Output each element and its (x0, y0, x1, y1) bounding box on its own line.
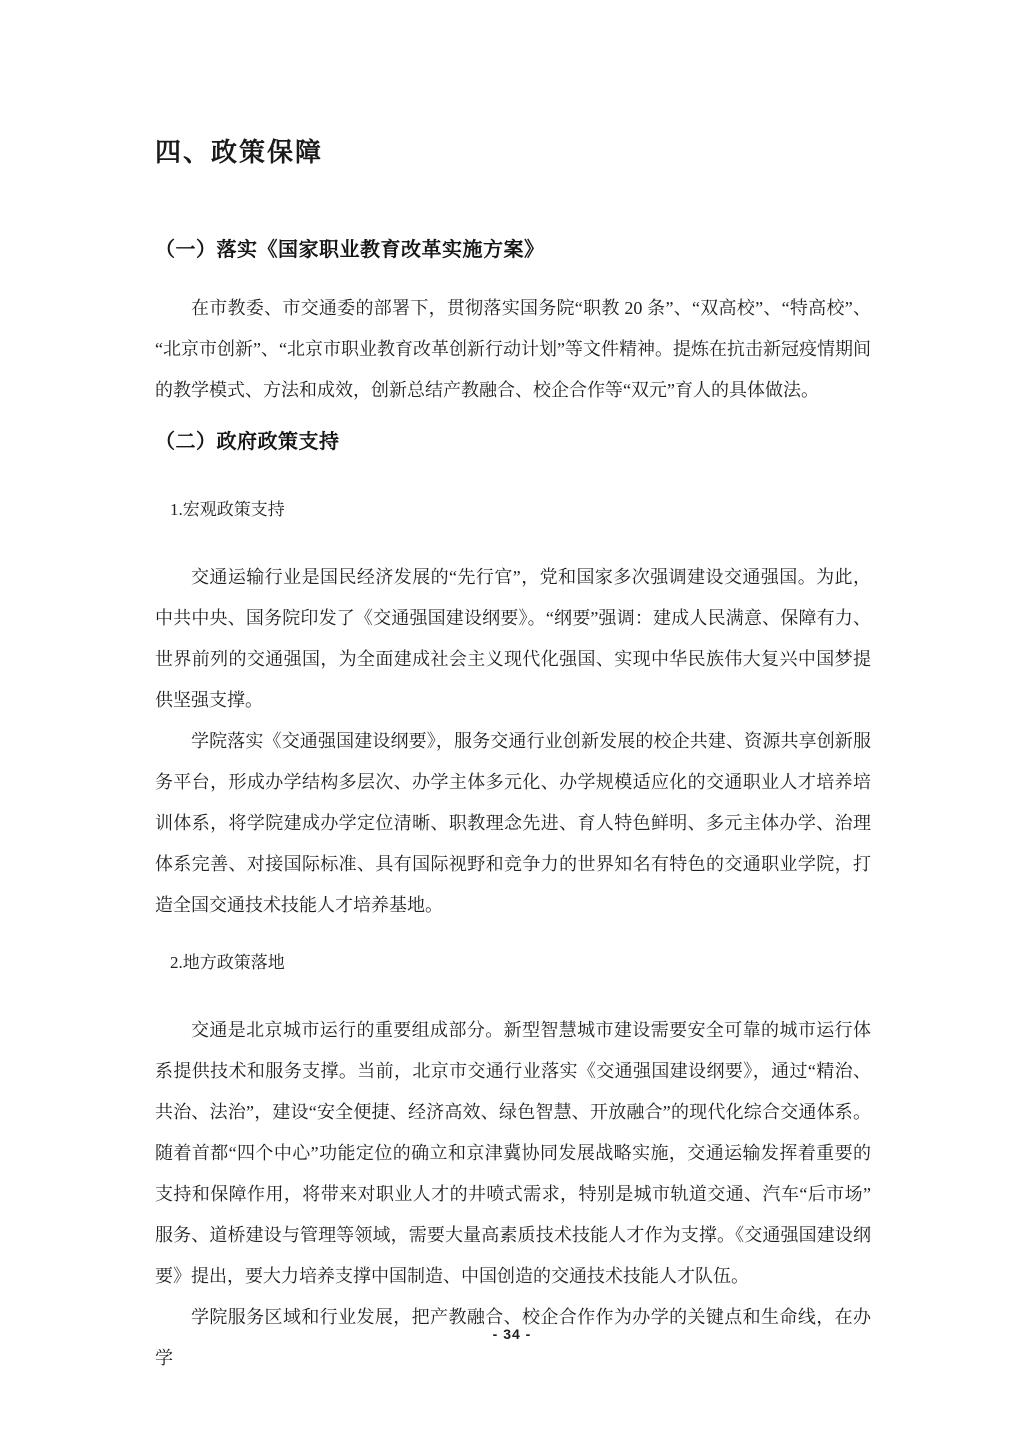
section-heading-1: （一）落实《国家职业教育改革实施方案》 (155, 239, 545, 261)
subsection-1-body (155, 557, 871, 926)
paragraph: 交通是北京城市运行的重要组成部分。新型智慧城市建设需要安全可靠的城市运行体系提供技术和服务支撑。当前，北京市交通行业落实《交通强国建设纲要》，通过“精治、共治、法治”，建设“安全便捷、经济高效、绿色智慧、开放融合”的现代化综合交通体系。随着首都“四个中心”功能定位的确立和京津冀协同发展战略实施，交通运输发挥着重要的支持和保障作用，将带来对职业人才的井喷式需求，特别是城市轨道交通、汽车“后市场”服务、道桥建设与管理等领域，需要大量高素质技术技能人才作为支撑。《交通强国建设纲要》提出，要大力培养支撑中国制造、中国创造的交通技术技能人才队伍。 (155, 1020, 871, 1286)
paragraph: 学院落实《交通强国建设纲要》，服务交通行业创新发展的校企共建、资源共享创新服务平台，形成办学结构多层次、办学主体多元化、办学规模适应化的交通职业人才培养培训体系，将学院建成办学定位清晰、职教理念先进、育人特色鲜明、多元主体办学、治理体系完善、对接国际标准、具有国际视野和竞争力的世界知名有特色的交通职业学院，打造全国交通技术技能人才培养基地。 (155, 731, 871, 915)
section-1-body (155, 288, 871, 411)
subsection-heading-local-policy: 2.地方政策落地 (170, 953, 285, 972)
paragraph: 交通运输行业是国民经济发展的“先行官”，党和国家多次强调建设交通强国。为此，中共中央、国务院印发了《交通强国建设纲要》。“纲要”强调：建成人民满意、保障有力、世界前列的交通强国，为全面建成社会主义现代化强国、实现中华民族伟大复兴中国梦提供坚强支撑。 (155, 567, 871, 710)
paragraph: 在市教委、市交通委的部署下，贯彻落实国务院“职教 20 条”、“双高校”、“特高校”、“北京市创新”、“北京市职业教育改革创新行动计划”等文件精神。提炼在抗击新冠疫情期间的教学模式、方法和成效，创新总结产教融合、校企合作等“双元”育人的具体做法。 (155, 298, 871, 400)
subsection-2-body (155, 1010, 871, 1379)
chapter-title: 四、政策保障 (155, 137, 324, 167)
paragraph: 学院服务区域和行业发展，把产教融合、校企合作作为办学的关键点和生命线，在办学 (155, 1307, 871, 1368)
page-number: - 34 - (492, 1326, 532, 1342)
subsection-heading-macro-policy: 1.宏观政策支持 (170, 500, 285, 519)
section-heading-2: （二）政府政策支持 (155, 431, 340, 453)
